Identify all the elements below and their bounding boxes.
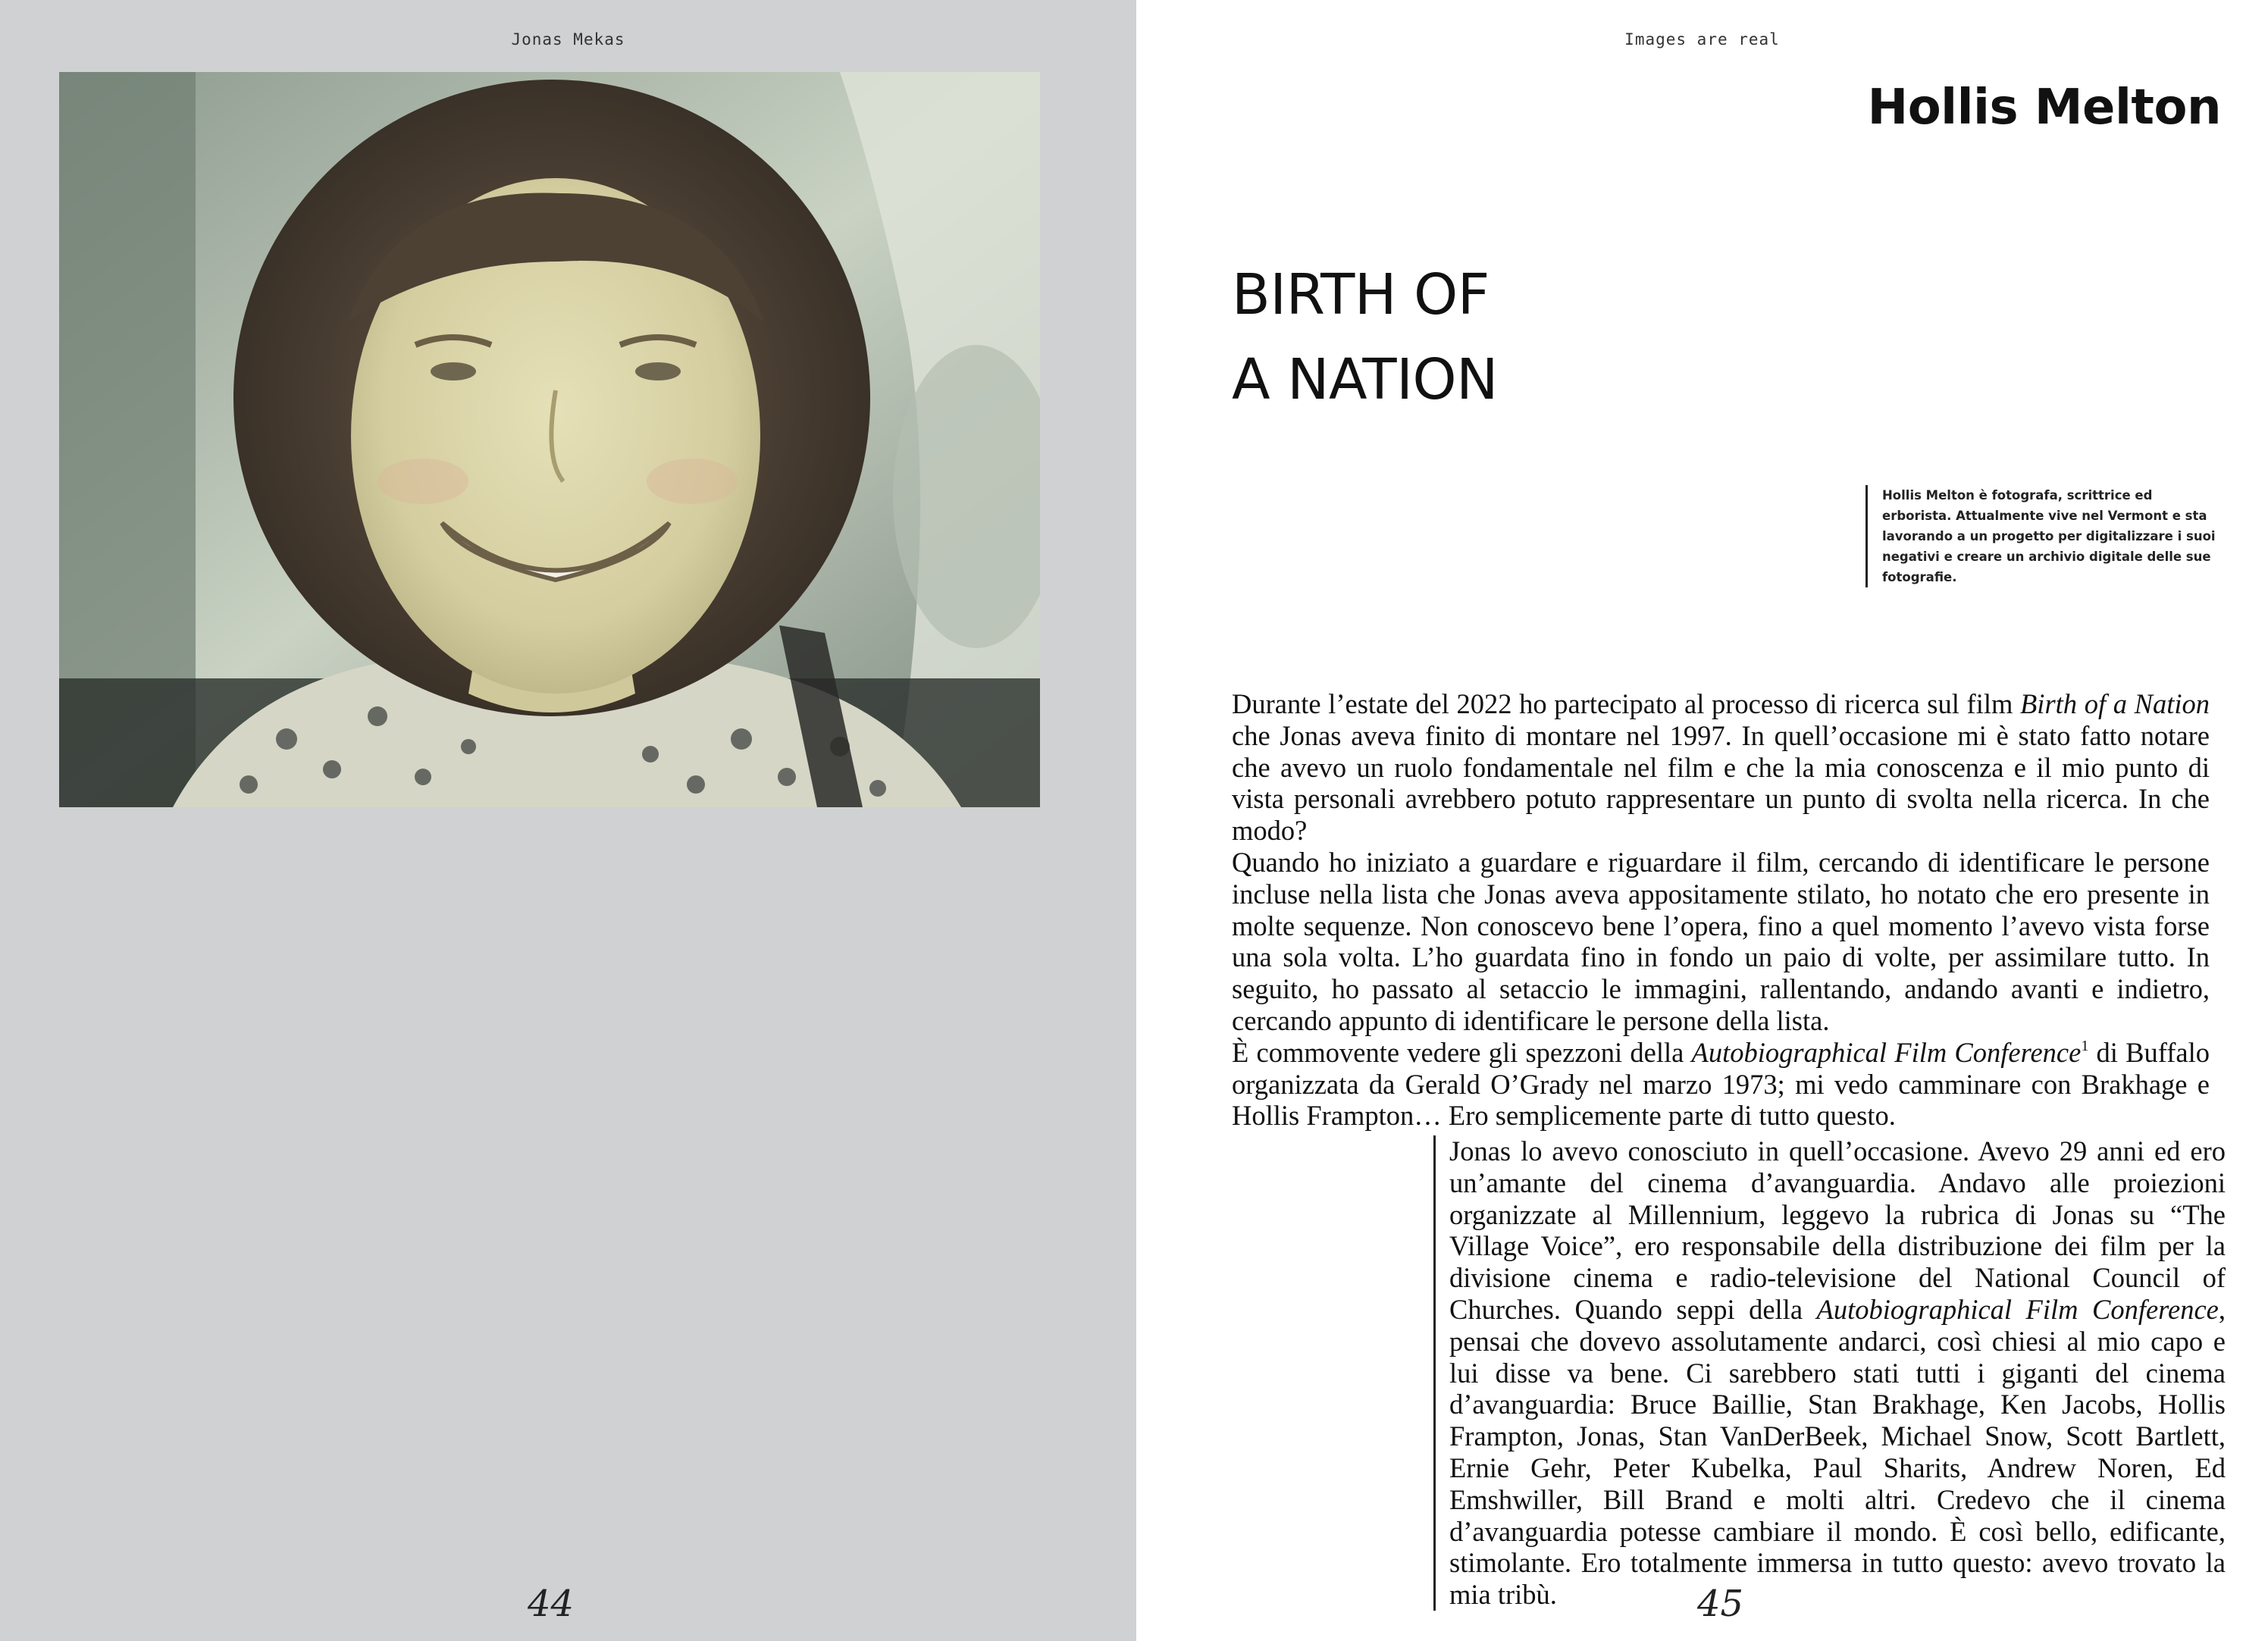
page-number-left: 44 [528,1583,575,1625]
inset-conference-emphasis: Autobiographical Film Conference [1816,1293,2219,1325]
inset-text-b: , pensai che dovevo assolutamente andarci, così chiesi al mio capo e lui disse va bene. Ci sarebbero stati tutti i giganti del cinema d’avanguardia: Bruce Baillie, Stan Brakhage, Ken Jacobs, Hollis Frampton, Jonas, Stan VanDerBeek, Michael Snow, Scott Bartlett, Ernie Gehr, Peter Kubelka, Paul Sharits, Andrew Noren, Ed Emshwiller, Bill Brand e molti altri. Credevo che il cinema d’avanguardia potesse cambiare il mondo. È così bello, edificante, stimolante. Ero totalmente immersa in tutto questo: avevo trovato la mia tribù. [1449,1293,2226,1611]
footnote-marker: 1 [2081,1037,2089,1054]
paragraph-3 [1232,1037,2210,1132]
author-name: Hollis Melton [1867,80,2221,136]
paragraph-1-text-a: Durante l’estate del 2022 ho partecipato al processo di ricerca sul film [1232,688,2021,719]
paragraph-1 [1232,688,2210,847]
paragraph-3-text-b: di Buffalo organizzata da Gerald O’Grady nel marzo 1973; mi vedo camminare con Brakhage e Hollis Frampton… Ero semplicemente parte di tutto questo. [1232,1036,2210,1132]
inset-text-a: Jonas lo avevo conosciuto in quell’occasione. Avevo 29 anni ed ero un’amante del cinema d’avanguardia. Andavo alle proiezioni organizzate al Millennium, leggevo la rubrica di Jonas su “The Village Voice”, ero responsabile della distribuzione dei film per la divisione cinema e radio-televisione del National Council of Churches. Quando seppi della [1449,1135,2226,1325]
paragraph-1-text-b: che Jonas aveva finito di montare nel 1997. In quell’occasione mi è stato fatto notare che avevo un ruolo fondamentale nel film e che la mia conoscenza e il mio punto di vista personali avrebbero potuto rappresentare un punto di svolta nella ricerca. In che modo? [1232,719,2210,847]
title-line-1: BIRTH OF [1232,262,1490,327]
film-title-emphasis: Birth of a Nation [2020,688,2210,719]
title-line-2: A NATION [1232,347,1499,412]
right-page [1136,0,2268,1641]
article-title [1232,252,1838,422]
conference-title-emphasis: Autobiographical Film Conference [1691,1036,2082,1068]
page-number-right: 45 [1697,1583,1744,1625]
running-head-left: Jonas Mekas [511,30,625,49]
portrait-photo [59,72,1040,807]
author-bio: Hollis Melton è fotografa, scrittrice ed erborista. Attualmente vive nel Vermont e sta lavorando a un progetto per digitalizzare i suoi negativi e creare un archivio digitale delle sue fotografie. [1865,485,2223,587]
paragraph-3-text-a: È commovente vedere gli spezzoni della [1232,1036,1692,1068]
paragraph-2: Quando ho iniziato a guardare e riguardare il film, cercando di identificare le persone incluse nella lista che Jonas aveva appositamente stilato, ho notato che ero presente in molte sequenze. Non conoscevo bene l’opera, fino a quel momento l’avevo vista forse una sola volta. L’ho guardata fino in fondo un paio di volte, per assimilare tutto. In seguito, ho passato al setaccio le immagini, rallentando, andando avanti e indietro, cercando appunto di identificare le persone della lista. [1232,846,2210,1036]
article-body [1232,688,2210,1132]
running-head-right: Images are real [1624,30,1780,49]
inset-paragraph [1433,1135,2226,1611]
